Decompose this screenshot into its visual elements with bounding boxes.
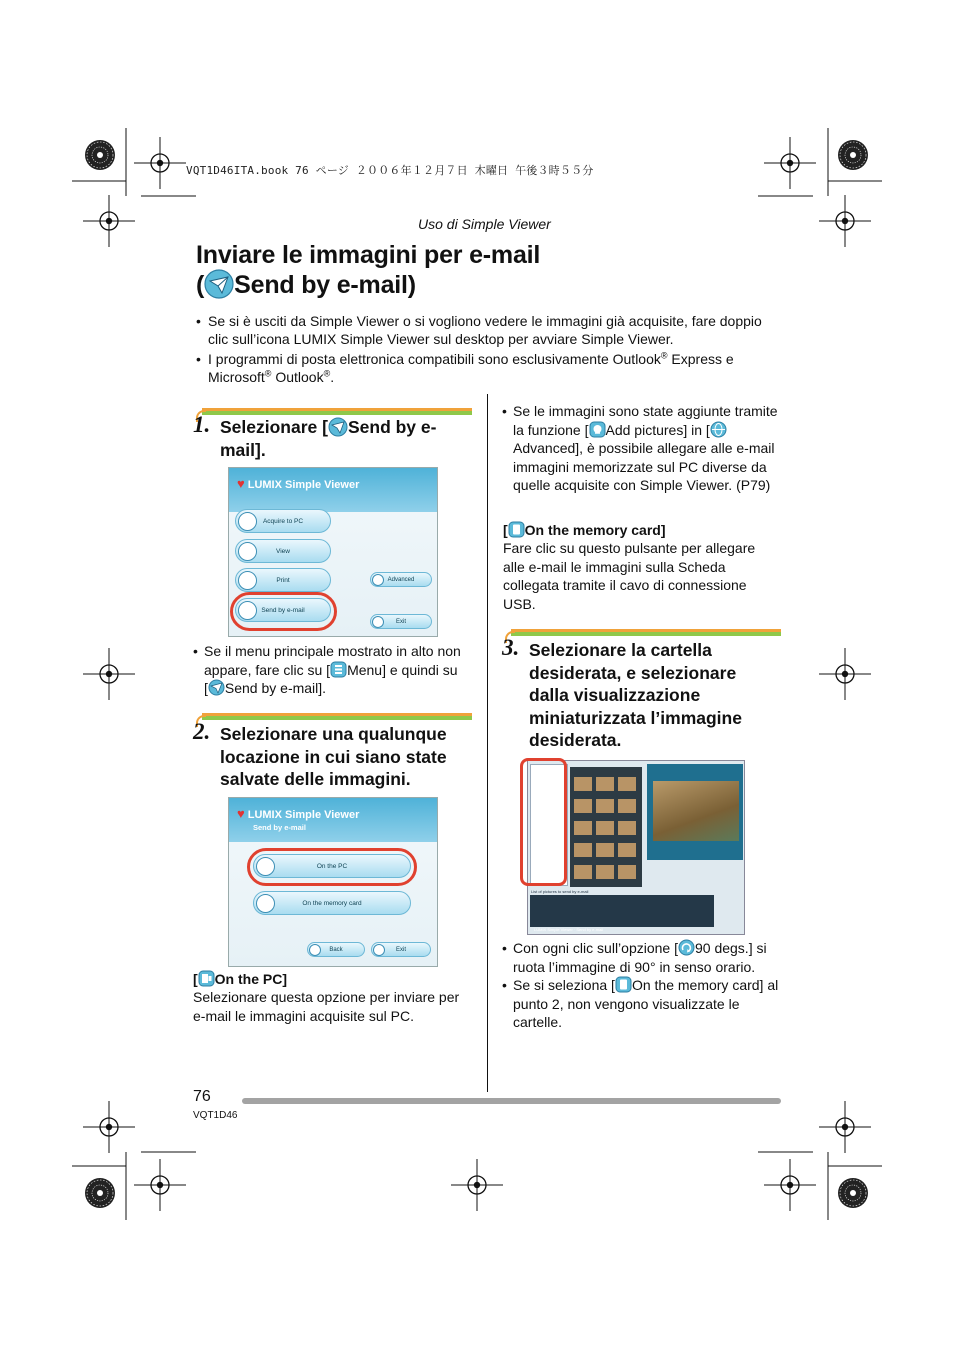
memory-card-icon [256, 894, 275, 913]
step-3-b2-a: Se si seleziona [ [513, 977, 615, 993]
reg-mark-2: ® [264, 368, 272, 379]
step-3-b2-b: On the memory card] al punto 2, non vengono visualizzate le cartelle. [513, 977, 779, 1030]
screenshot-main-menu [228, 467, 438, 637]
highlight-ring [247, 848, 417, 886]
section-header: Uso di Simple Viewer [418, 216, 551, 232]
on-pc-label: On the PC [316, 862, 348, 870]
send-email-icon [208, 679, 225, 696]
app-logo: ♥ LUMIX Simple Viewer [237, 806, 360, 821]
close-icon [373, 944, 385, 956]
step-1-note [193, 642, 463, 698]
adv-note-a: Se le immagini sono state aggiunte tramite la funzione [ [513, 403, 778, 438]
globe-icon [372, 574, 384, 586]
app-logo-text: LUMIX Simple Viewer [247, 809, 360, 821]
advanced-button[interactable] [370, 572, 432, 587]
title-line-1: Inviare le immagini per e-mail [196, 241, 541, 269]
add-pictures-icon [589, 421, 606, 438]
doc-code: VQT1D46 [193, 1110, 238, 1121]
pc-head-text: On the PC] [214, 971, 288, 987]
page-number: 76 [193, 1088, 211, 1105]
on-the-pc-body: Selezionare questa opzione per inviare per e-mail le immagini acquisite sul PC. [193, 989, 460, 1024]
step-3-b1-a: Con ogni clic sull’opzione [ [513, 940, 678, 956]
step-1-bar [202, 408, 472, 415]
menu-icon [330, 661, 347, 678]
on-the-pc-heading [193, 970, 287, 987]
step-3-bar [511, 629, 781, 636]
step-2-text: Selezionare una qualunque locazione in cui siano state salvate delle immagini. [220, 724, 447, 789]
step-1-note-a: Se il menu principale mostrato in alto non appare, fare clic su [ [204, 643, 461, 678]
thumbnail-grid[interactable] [570, 767, 642, 887]
title-send-text: Send by e-mail) [234, 271, 416, 299]
app-logo-text: LUMIX Simple Viewer [247, 479, 360, 491]
intro-b2-a: I programmi di posta elettronica compatibili sono esclusivamente Outlook [208, 350, 661, 367]
shot3-footer-label: LUMIX Simple Viewer · Send by e-mail [534, 927, 604, 932]
memory-card-icon [615, 976, 632, 993]
title-open-paren: ( [196, 271, 205, 299]
step-3-text: Selezionare la cartella desiderata, e selezionare dalla visualizzazione miniaturizzata l’immagine desiderata. [529, 640, 742, 750]
camera-icon [238, 512, 257, 531]
on-memory-card-body: Fare clic su questo pulsante per allegare alle e-mail le immagini sulla Scheda collegata tramite il cavo di connessione USB. [503, 540, 756, 612]
acquire-to-pc-button[interactable] [235, 509, 331, 533]
step-3-note-2 [502, 976, 787, 1032]
shot3-footer-sub: Send by e-mail [576, 927, 604, 932]
close-icon [372, 616, 384, 628]
exit-label: Exit [395, 946, 406, 953]
step-2-number: 2. [193, 719, 211, 744]
send-label: Send by e-mail [261, 606, 305, 614]
advanced-note-bullet [502, 402, 782, 495]
card-head-bracket: [ [503, 522, 508, 538]
page-title [196, 241, 540, 299]
reg-mark-3: ® [323, 368, 331, 379]
highlight-ring [520, 758, 567, 886]
rotate-icon [678, 939, 695, 956]
intro-b2-b: Express e Microsoft [208, 350, 734, 385]
exit-button[interactable] [371, 942, 431, 957]
view-icon [238, 542, 257, 561]
pc-icon [198, 970, 215, 987]
step-1-note-bullet [193, 642, 463, 698]
step-1-note-b: Menu] e quindi su [ [204, 661, 458, 696]
memory-card-icon [508, 521, 525, 538]
step-1-text-a: Selezionare [ [220, 417, 328, 437]
step-1-text-b: Send by e-mail]. [220, 417, 437, 460]
screenshot-send-menu [228, 797, 438, 967]
globe-icon [710, 421, 727, 438]
view-button[interactable] [235, 539, 331, 563]
step-1-note-c: Send by e-mail]. [224, 680, 327, 696]
print-label: Print [276, 576, 290, 584]
step-2-bar [202, 713, 472, 720]
thumbnail-images [570, 767, 642, 887]
app-header [229, 798, 437, 842]
footer-bar [242, 1098, 781, 1104]
app-header [229, 468, 437, 512]
step-3-note-1 [502, 939, 787, 976]
pc-head-bracket: [ [193, 971, 198, 987]
app-subtitle: Send by e-mail [253, 823, 306, 832]
step-1-number: 1. [193, 412, 211, 437]
back-arrow-icon [309, 944, 321, 956]
on-card-label: On the memory card [302, 899, 362, 907]
adv-note-b: Add pictures] in [ [605, 421, 710, 438]
reg-mark-1: ® [660, 349, 668, 360]
send-list[interactable] [530, 895, 714, 927]
view-label: View [276, 547, 290, 555]
intro-b2-d: . [330, 368, 335, 385]
print-header: VQT1D46ITA.book 76 ページ ２００６年１２月７日 木曜日 午後３時５５分 [186, 164, 594, 177]
step-3-notes [502, 939, 787, 1032]
acquire-label: Acquire to PC [262, 517, 304, 525]
shot3-footer-text: LUMIX Simple Viewer [534, 927, 573, 932]
intro-bullet-1: • Se si è usciti da Simple Viewer o si vogliono vedere le immagini già acquisite, fare doppio clic sull’icona LUMIX Simple Viewer sul desktop per avviare Simple Viewer. [196, 312, 776, 349]
intro-bullet-2 [196, 350, 776, 387]
on-memory-card-button[interactable] [253, 891, 411, 915]
on-memory-card-heading [503, 521, 666, 538]
intro-bullets [196, 312, 776, 387]
column-divider [487, 394, 488, 1092]
adv-note-c: Advanced], è possibile allegare alle e-mail immagini memorizzate sul PC diverse da quelle acquisite con Simple Viewer. (P79) [513, 440, 775, 493]
step-3-number: 3. [502, 635, 520, 660]
advanced-note [502, 402, 782, 495]
step-3-b1-b: 90 degs.] si ruota l’immagine di 90° in senso orario. [513, 940, 767, 975]
send-email-icon [328, 417, 348, 437]
back-button[interactable] [307, 942, 365, 957]
title-line-2 [196, 269, 540, 299]
step-1-text [220, 416, 470, 461]
back-label: Back [329, 946, 343, 953]
send-email-icon [204, 269, 234, 299]
app-logo: ♥ LUMIX Simple Viewer [237, 476, 360, 491]
intro-b2-c: Outlook [271, 368, 324, 385]
highlight-ring [230, 592, 337, 631]
list-label: List of pictures to send by e-mail [531, 889, 589, 894]
printer-icon [238, 571, 257, 590]
exit-button[interactable] [370, 614, 432, 629]
exit-label: Exit [395, 618, 406, 625]
advanced-label: Advanced [387, 576, 415, 583]
preview-photo [653, 781, 739, 841]
card-head-text: On the memory card] [524, 522, 666, 538]
print-button[interactable] [235, 568, 331, 592]
